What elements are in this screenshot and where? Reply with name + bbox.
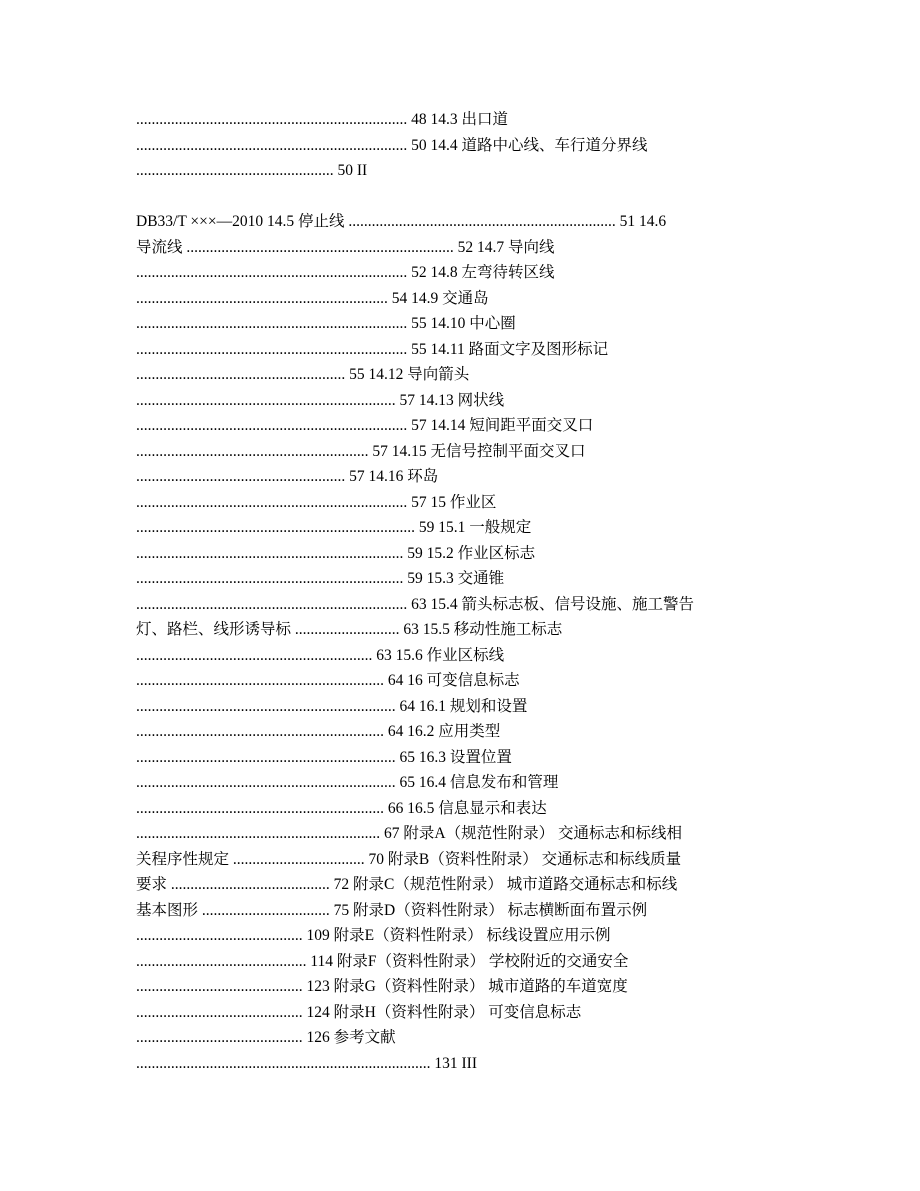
toc-line: ............................................................... 67 附录A（规范性附录） 交通标志和标线相	[136, 825, 682, 842]
toc-line: 基本图形 ................................. 75 附录D（资料性附录） 标志横断面布置示例	[136, 901, 648, 919]
toc-line: ............................................................. 63 15.6 作业区标线	[136, 646, 505, 664]
toc-line: 导流线 ..................................................................... 52 14.7 导向线	[136, 238, 555, 256]
toc-line-page-number: ............................................................................ 131 III	[136, 1054, 477, 1072]
toc-line: ...................................................... 55 14.12 导向箭头	[136, 366, 470, 383]
toc-line: ................................................................ 64 16 可变信息标志	[136, 672, 520, 689]
toc-line: ........................................... 123 附录G（资料性附录） 城市道路的车道宽度	[136, 978, 628, 995]
toc-line: ................................................................... 65 16.3 设置位置	[136, 748, 512, 766]
toc-line: 灯、路栏、线形诱导标 ........................... 63 15.5 移动性施工标志	[136, 621, 563, 638]
toc-line: ................................................................... 65 16.4 信息发布和管理	[136, 774, 559, 791]
toc-line: ...................................................................... 50 14.4 道路中心线、车行道分界线	[136, 136, 648, 154]
toc-line: ...................................................................... 52 14.8 左弯待转区线	[136, 264, 555, 281]
toc-line: ..................................................................... 59 15.3 交通锥	[136, 570, 505, 587]
toc-line: ...................................................................... 55 14.10 中心圈	[136, 315, 516, 332]
table-of-contents	[136, 107, 796, 1076]
toc-line: ................................................................ 64 16.2 应用类型	[136, 723, 501, 740]
toc-line-header: DB33/T ×××—2010 14.5 停止线 ..................................................................... 51 14.6	[136, 213, 667, 230]
toc-line: 要求 ......................................... 72 附录C（规范性附录） 城市道路交通标志和标线	[136, 876, 678, 893]
toc-line: ........................................... 124 附录H（资料性附录） 可变信息标志	[136, 1003, 582, 1021]
toc-line: ............................................ 114 附录F（资料性附录） 学校附近的交通安全	[136, 952, 629, 970]
toc-line: ...................................................................... 57 14.14 短间距平面交叉口	[136, 417, 594, 434]
toc-line: ........................................................................ 59 15.1 一般规定	[136, 519, 532, 536]
toc-line: ...................................................................... 55 14.11 路面文字及图形标记	[136, 340, 609, 358]
toc-line: ...................................................................... 57 15 作业区	[136, 493, 497, 511]
toc-line: ................................................................... 57 14.13 网状线	[136, 391, 505, 409]
toc-line: ............................................................ 57 14.15 无信号控制平面交叉口	[136, 442, 586, 460]
toc-line: ................................................................... 64 16.1 规划和设置	[136, 697, 528, 715]
toc-line: ................................................................ 66 16.5 信息显示和表达	[136, 799, 547, 817]
toc-line: ........................................... 109 附录E（资料性附录） 标线设置应用示例	[136, 927, 611, 944]
toc-line: 关程序性规定 .................................. 70 附录B（资料性附录） 交通标志和标线质量	[136, 850, 682, 868]
toc-line: ...................................................................... 63 15.4 箭头标志板、信号设施、施工警告	[136, 595, 695, 613]
toc-line-page-number: ................................................... 50 II	[136, 162, 368, 179]
toc-line: ........................................... 126 参考文献	[136, 1029, 396, 1046]
toc-line: ...................................................... 57 14.16 环岛	[136, 468, 439, 485]
page-break-gap	[136, 184, 796, 210]
toc-line: ................................................................. 54 14.9 交通岛	[136, 289, 489, 307]
toc-line: ...................................................................... 48 14.3 出口道	[136, 111, 509, 128]
toc-line: ..................................................................... 59 15.2 作业区标志	[136, 544, 536, 562]
